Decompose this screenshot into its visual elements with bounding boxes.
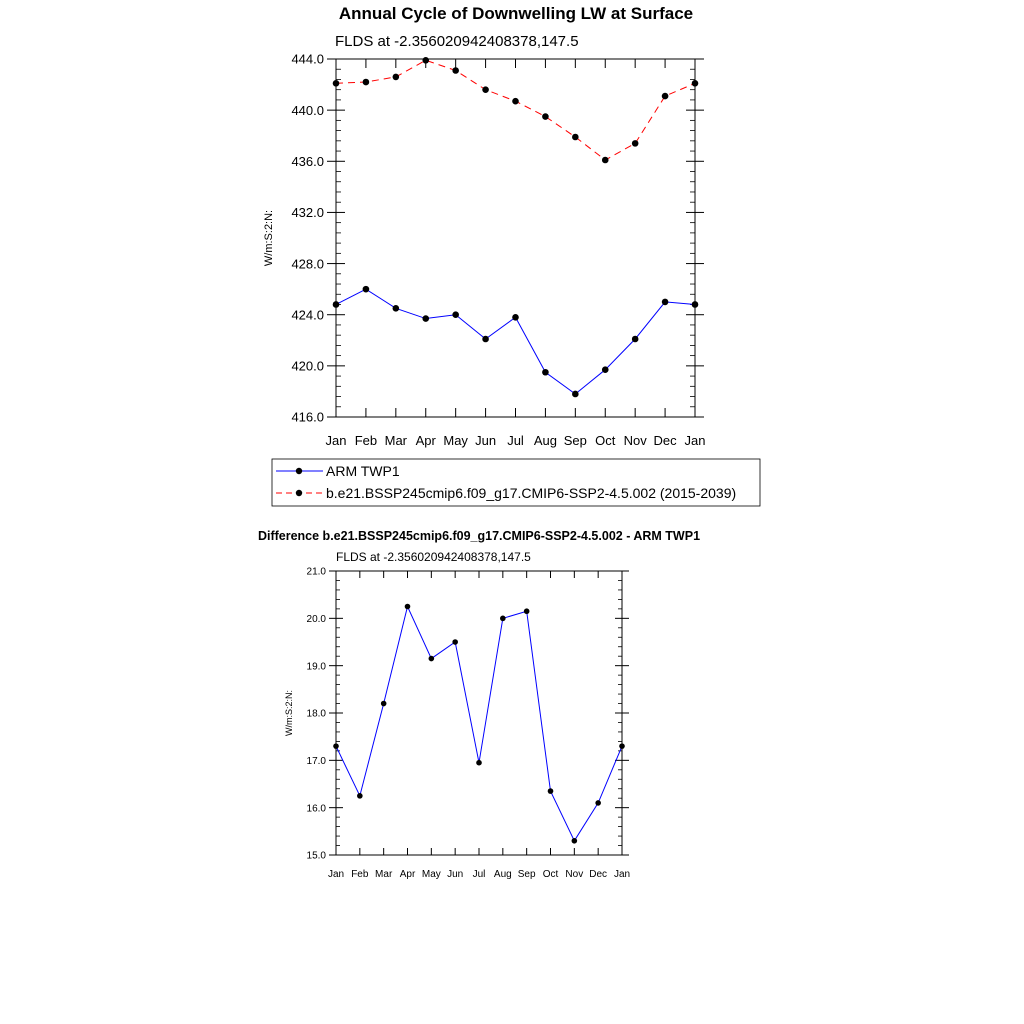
series-1-point [393, 74, 400, 81]
series-0-point [572, 838, 578, 844]
series-0-point [500, 616, 506, 622]
x-tick-label: Aug [533, 433, 557, 448]
legend [272, 459, 760, 506]
x-tick-label: Mar [375, 869, 393, 880]
x-tick-label: Nov [565, 869, 584, 880]
x-tick-label: Jan [613, 869, 631, 880]
y-tick-label: 17.0 [306, 755, 326, 767]
series-line-1 [336, 60, 695, 160]
x-tick-label: Jul [472, 869, 486, 880]
series-0-point [333, 743, 339, 749]
x-tick-label: Aug [493, 869, 512, 880]
series-0-point [662, 299, 669, 306]
series-0-point [405, 604, 411, 610]
series-1-point [363, 79, 370, 86]
series-0-point [422, 315, 429, 322]
series-1-point [632, 140, 639, 147]
chart-title: Difference b.e21.BSSP245cmip6.f09_g17.CMIP6-SSP2-4.5.002 - ARM TWP1 [257, 529, 701, 543]
series-0-point [363, 286, 370, 293]
y-tick-label: 15.0 [306, 850, 326, 862]
series-0-point [333, 301, 340, 308]
y-axis-label: W/m:S:2:N: [284, 689, 294, 737]
series-line-0 [336, 607, 622, 841]
x-tick-label: Mar [384, 433, 408, 448]
legend-marker-arm [296, 468, 302, 474]
x-tick-label: Jan [684, 433, 706, 448]
y-tick-label: 18.0 [306, 708, 326, 720]
series-1-point [662, 93, 669, 100]
series-0-point [357, 793, 363, 799]
x-tick-label: Feb [354, 433, 378, 448]
x-tick-label: Jan [325, 433, 347, 448]
y-tick-label: 436.0 [291, 153, 324, 169]
legend-label-arm: ARM TWP1 [326, 463, 400, 479]
series-1-point [692, 80, 699, 87]
series-1-point [333, 80, 340, 87]
series-0-point [692, 301, 699, 308]
series-line-0 [336, 289, 695, 394]
x-tick-label: Sep [563, 433, 587, 448]
y-tick-label: 19.0 [306, 661, 326, 673]
y-tick-label: 440.0 [291, 102, 324, 118]
series-0-point [548, 788, 554, 794]
series-0-point [619, 743, 625, 749]
series-1-point [572, 134, 579, 141]
series-1-point [602, 157, 609, 164]
series-0-point [381, 701, 387, 707]
series-1-point [542, 113, 549, 120]
legend-marker-model [296, 490, 302, 496]
x-tick-label: Oct [542, 869, 559, 880]
y-tick-label: 428.0 [291, 256, 324, 272]
x-tick-label: Apr [415, 433, 436, 448]
chart-subtitle: FLDS at -2.356020942408378,147.5 [336, 550, 531, 564]
annual-cycle-chart [263, 4, 705, 448]
x-tick-label: Nov [623, 433, 647, 448]
x-tick-label: Sep [517, 869, 536, 880]
difference-chart [258, 529, 700, 880]
x-tick-label: May [421, 869, 441, 880]
y-tick-label: 16.0 [306, 803, 326, 815]
y-axis-label: W/m:S:2:N: [263, 209, 275, 267]
series-1-point [452, 67, 459, 74]
series-1-point [482, 86, 489, 93]
series-1-point [512, 98, 519, 105]
y-tick-label: 444.0 [291, 51, 324, 67]
series-0-point [632, 336, 639, 343]
chart-title: Annual Cycle of Downwelling LW at Surface [338, 4, 694, 23]
x-tick-label: May [443, 433, 468, 448]
x-tick-label: Jun [447, 869, 464, 880]
series-0-point [482, 336, 489, 343]
series-0-point [572, 391, 579, 398]
x-tick-label: Jan [327, 869, 345, 880]
series-0-point [393, 305, 400, 312]
y-tick-label: 20.0 [306, 613, 326, 625]
series-0-point [602, 366, 609, 373]
x-tick-label: Dec [589, 869, 608, 880]
x-tick-label: Jul [507, 433, 524, 448]
series-0-point [595, 800, 601, 806]
y-tick-label: 21.0 [306, 566, 326, 578]
y-tick-label: 416.0 [291, 409, 324, 425]
series-0-point [452, 639, 458, 645]
y-tick-label: 424.0 [291, 307, 324, 323]
series-1-point [422, 57, 429, 64]
plot-frame [336, 59, 695, 417]
x-tick-label: Apr [399, 869, 416, 880]
x-tick-label: Dec [653, 433, 677, 448]
series-0-point [524, 608, 530, 614]
x-tick-label: Feb [351, 869, 369, 880]
y-tick-label: 432.0 [291, 205, 324, 221]
series-0-point [452, 311, 459, 318]
series-0-point [512, 314, 519, 321]
series-0-point [429, 656, 435, 662]
x-tick-label: Jun [475, 433, 497, 448]
y-tick-label: 420.0 [291, 358, 324, 374]
chart-subtitle: FLDS at -2.356020942408378,147.5 [335, 33, 579, 50]
series-0-point [476, 760, 482, 766]
series-0-point [542, 369, 549, 376]
legend-label-model: b.e21.BSSP245cmip6.f09_g17.CMIP6-SSP2-4.5.002 (2015-2039) [326, 485, 737, 501]
x-tick-label: Oct [595, 433, 616, 448]
plot-frame [336, 571, 622, 855]
